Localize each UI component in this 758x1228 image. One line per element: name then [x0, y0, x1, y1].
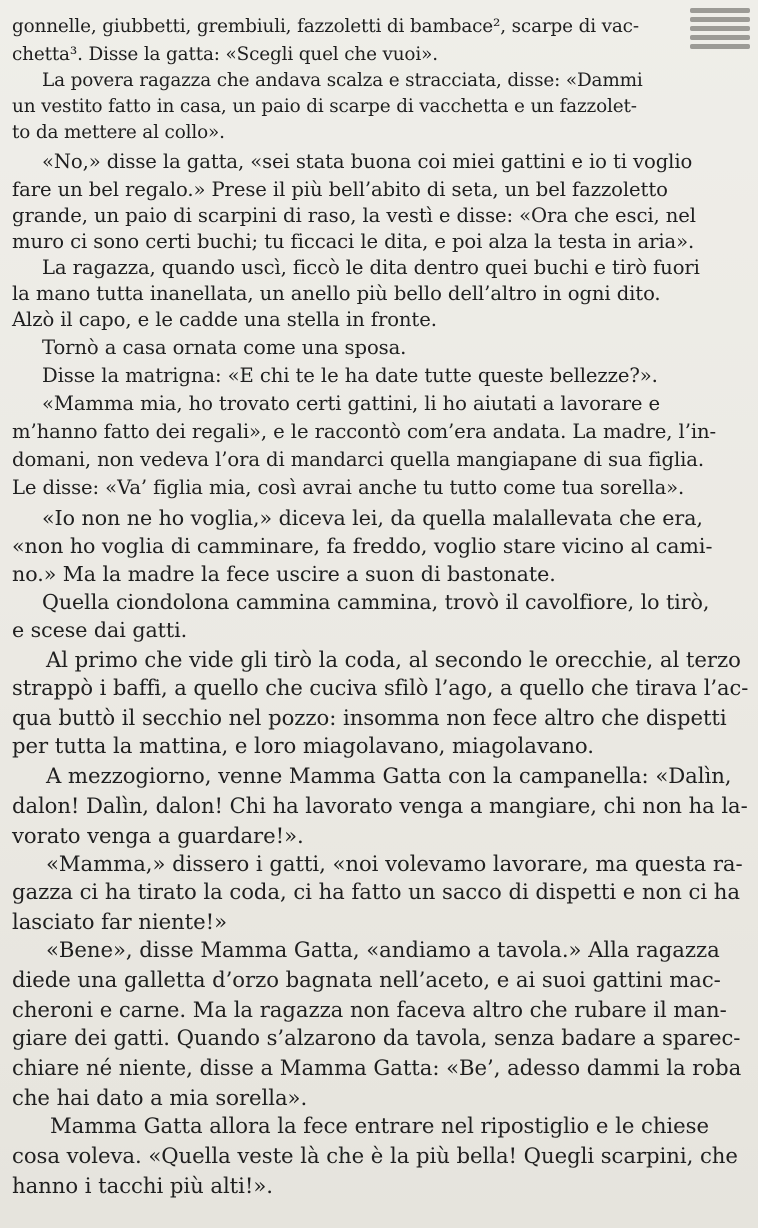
text-line: per tutta la mattina, e loro miagolavano, miagolavano. — [12, 733, 594, 758]
text-line: m’hanno fatto dei regali», e le raccontò com’era andata. La madre, l’in- — [12, 420, 717, 443]
text-line: qua buttò il secchio nel pozzo: insomma non fece altro che dispetti — [12, 705, 727, 730]
text-line: Le disse: «Va’ figlia mia, così avrai anche tu tutto come tua sorella». — [12, 476, 685, 499]
text-line: strappò i baffi, a quello che cuciva sfilò l’ago, a quello che tirava l’ac- — [12, 675, 749, 700]
text-line: muro ci sono certi buchi; tu ficcaci le dita, e poi alza la testa in aria». — [12, 230, 695, 253]
text-line: A mezzogiorno, venne Mamma Gatta con la campanella: «Dalìn, — [46, 763, 732, 788]
text-line: «Io non ne ho voglia,» diceva lei, da quella malallevata che era, — [42, 506, 703, 530]
text-line: un vestito fatto in casa, un paio di scarpe di vacchetta e un fazzolet- — [12, 96, 637, 117]
text-line: «non ho voglia di camminare, fa freddo, voglio stare vicino al cami- — [12, 534, 713, 558]
text-line: «No,» disse la gatta, «sei stata buona coi miei gattini e io ti voglio — [42, 150, 693, 173]
text-line: hanno i tacchi più alti!». — [12, 1173, 273, 1198]
text-line: cosa voleva. «Quella veste là che è la più bella! Quegli scarpini, che — [12, 1143, 738, 1168]
text-line: gonnelle, giubbetti, grembiuli, fazzoletti di bambace², scarpe di vac- — [12, 16, 639, 37]
text-line: diede una galletta d’orzo bagnata nell’aceto, e ai suoi gattini mac- — [12, 967, 721, 992]
text-line: Mamma Gatta allora la fece entrare nel ripostiglio e le chiese — [50, 1113, 709, 1138]
page-corner-decoration — [690, 8, 750, 56]
text-line: che hai dato a mia sorella». — [12, 1085, 308, 1110]
text-line: gazza ci ha tirato la coda, ci ha fatto un sacco di dispetti e non ci ha — [12, 879, 740, 904]
text-line: Quella ciondolona cammina cammina, trovò il cavolfiore, lo tirò, — [42, 590, 710, 614]
text-line: «Mamma mia, ho trovato certi gattini, li ho aiutati a lavorare e — [42, 392, 661, 415]
text-line: «Mamma,» dissero i gatti, «noi volevamo lavorare, ma questa ra- — [46, 851, 743, 876]
text-line: Al primo che vide gli tirò la coda, al secondo le orecchie, al terzo — [46, 647, 741, 672]
text-line: chetta³. Disse la gatta: «Scegli quel che vuoi». — [12, 44, 438, 65]
text-line: Tornò a casa ornata come una sposa. — [42, 336, 407, 359]
text-line: La povera ragazza che andava scalza e stracciata, disse: «Dammi — [42, 70, 643, 91]
text-line: La ragazza, quando uscì, ficcò le dita dentro quei buchi e tirò fuori — [42, 256, 700, 279]
text-line: cheroni e carne. Ma la ragazza non faceva altro che rubare il man- — [12, 997, 727, 1022]
text-line: Disse la matrigna: «E chi te le ha date tutte queste bellezze?». — [42, 364, 658, 387]
text-line: «Bene», disse Mamma Gatta, «andiamo a tavola.» Alla ragazza — [46, 937, 720, 962]
text-line: Alzò il capo, e le cadde una stella in fronte. — [12, 308, 437, 331]
text-line: domani, non vedeva l’ora di mandarci quella mangiapane di sua figlia. — [12, 448, 704, 471]
text-line: grande, un paio di scarpini di raso, la vestì e disse: «Ora che esci, nel — [12, 204, 696, 227]
text-line: chiare né niente, disse a Mamma Gatta: «Be’, adesso dammi la roba — [12, 1055, 742, 1080]
text-line: dalon! Dalìn, dalon! Chi ha lavorato venga a mangiare, chi non ha la- — [12, 793, 748, 818]
text-line: e scese dai gatti. — [12, 618, 188, 642]
text-line: fare un bel regalo.» Prese il più bell’abito di seta, un bel fazzoletto — [12, 178, 668, 201]
text-line: vorato venga a guardare!». — [12, 823, 304, 848]
text-line: no.» Ma la madre la fece uscire a suon di bastonate. — [12, 562, 556, 586]
text-line: la mano tutta inanellata, un anello più bello dell’altro in ogni dito. — [12, 282, 661, 305]
text-line: giare dei gatti. Quando s’alzarono da tavola, senza badare a sparec- — [12, 1025, 741, 1050]
text-line: to da mettere al collo». — [12, 122, 225, 143]
text-line: lasciato far niente!» — [12, 909, 227, 934]
